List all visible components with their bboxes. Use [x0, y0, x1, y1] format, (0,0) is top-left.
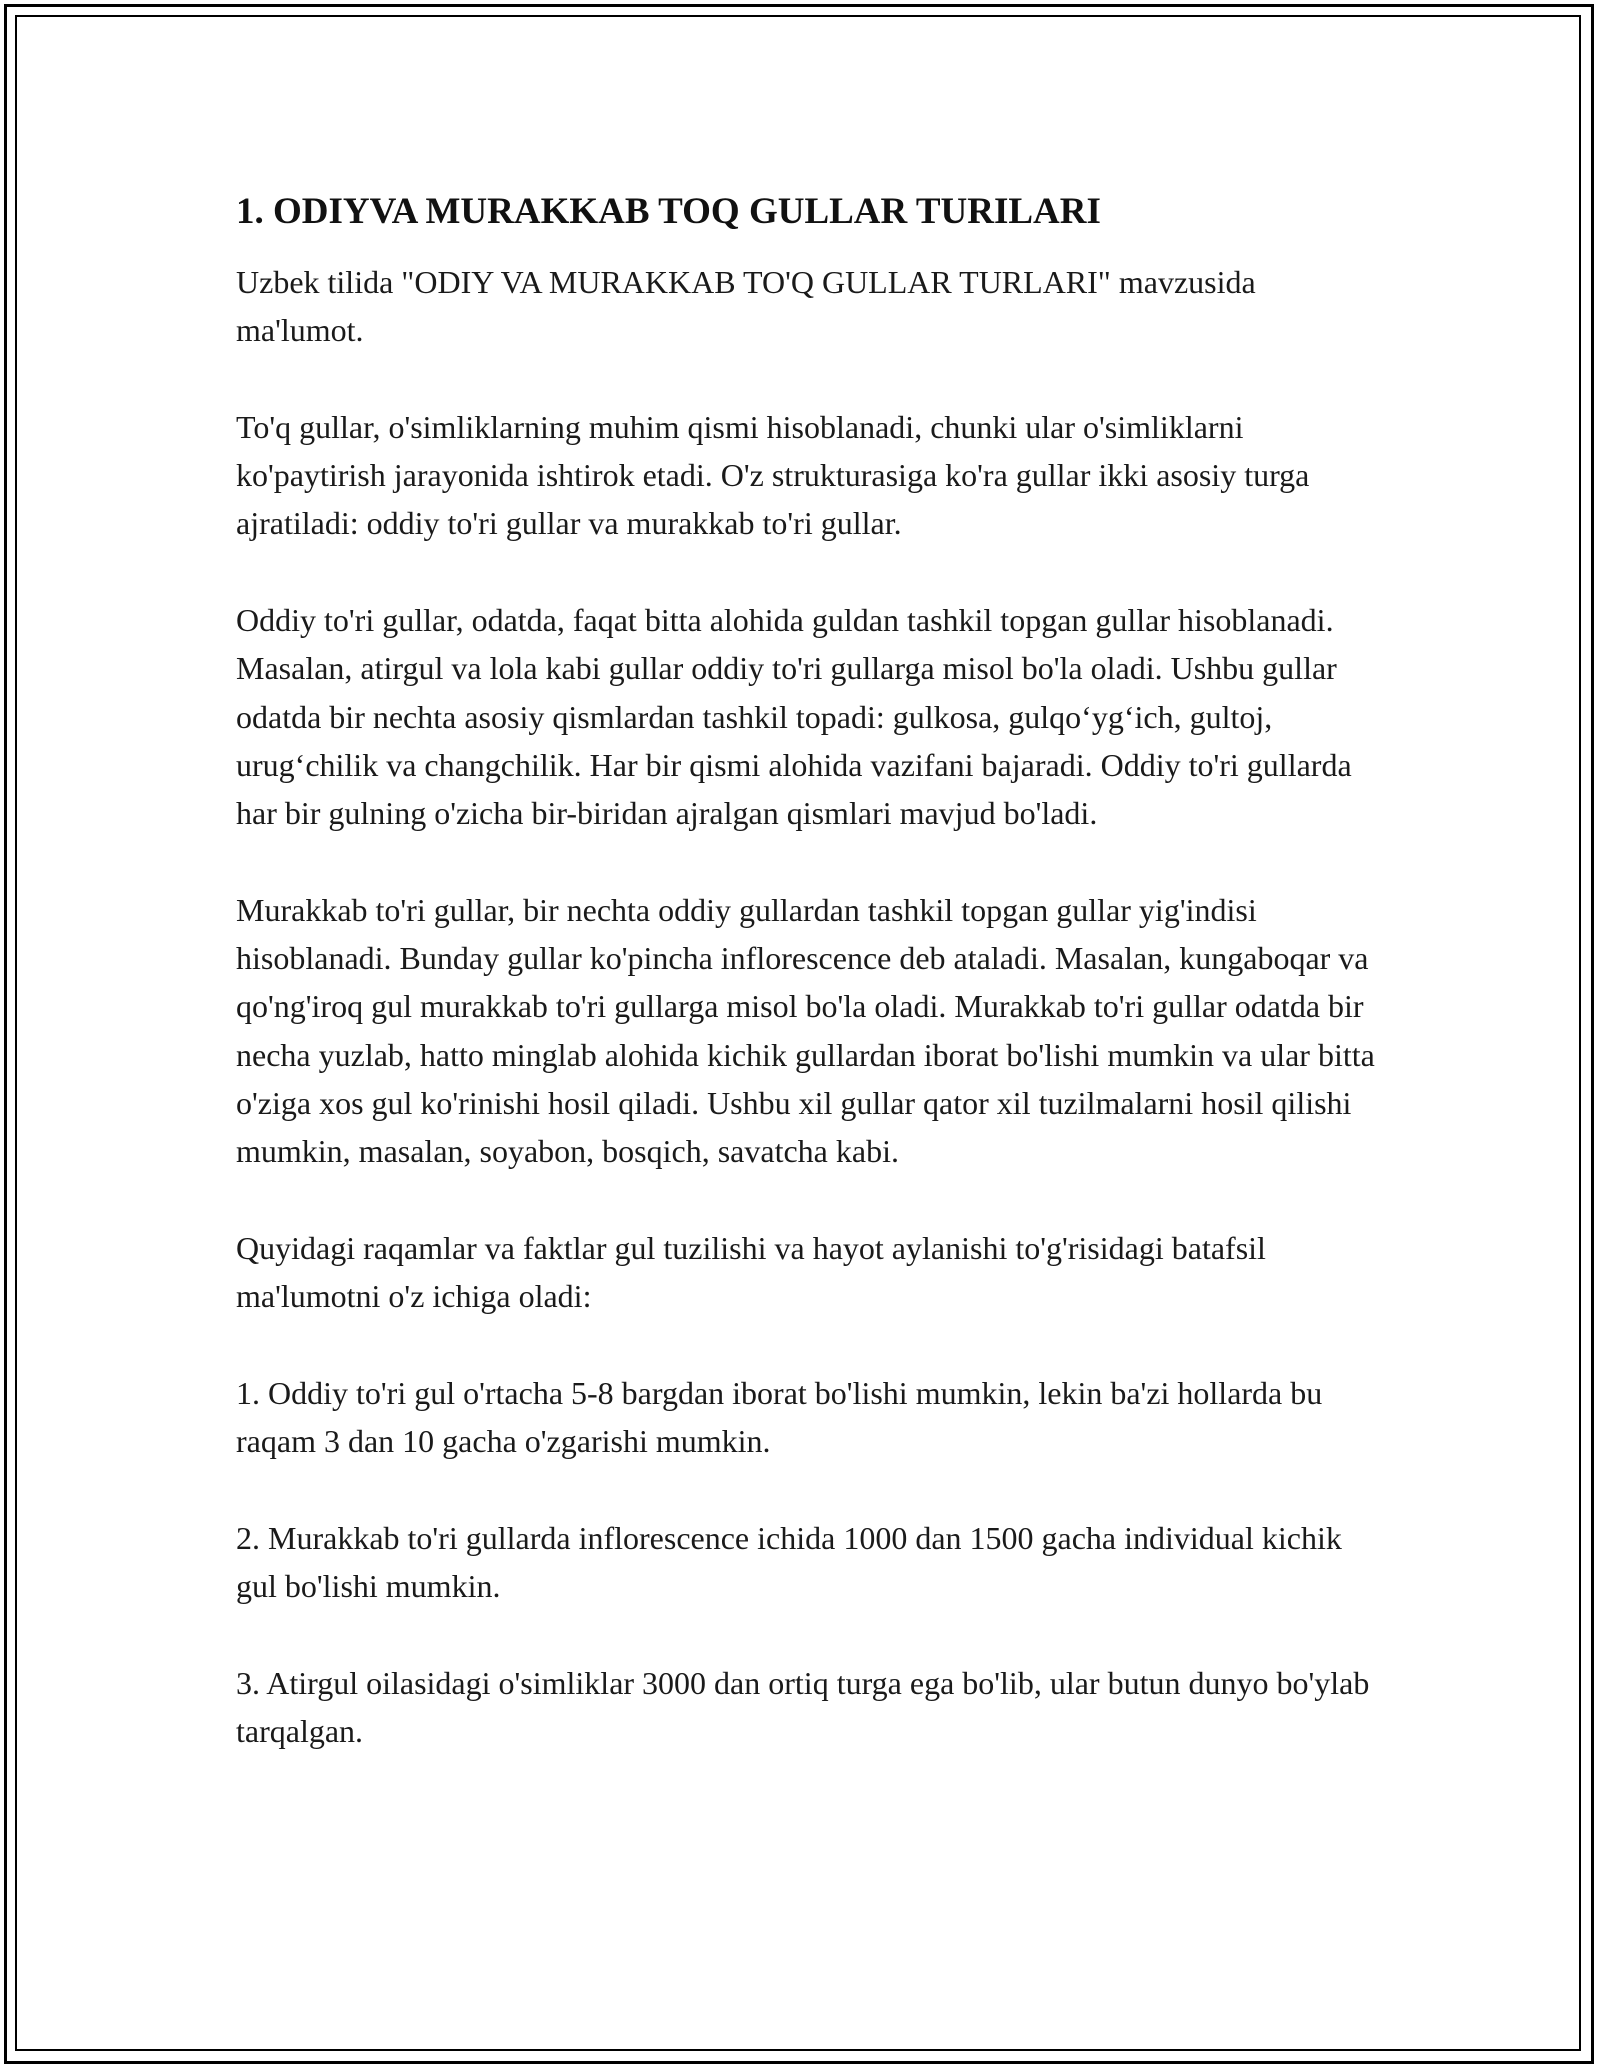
- document-title: 1. ODIYVA MURAKKAB TOQ GULLAR TURILARI: [236, 191, 1101, 232]
- overview-paragraph: To'q gullar, o'simliklarning muhim qismi hisoblanadi, chunki ular o'simliklarni ko'paytirish jarayonida ishtirok etadi. O'z strukturasiga ko'ra gullar ikki asosiy turga ajratiladi: oddiy to'ri gullar va murakkab to'ri gullar.: [236, 408, 1310, 542]
- fact-item-2: 2. Murakkab to'ri gullarda inflorescence ichida 1000 dan 1500 gacha individual kichik gul bo'lishi mumkin.: [236, 1519, 1342, 1605]
- fact-item-3: 3. Atirgul oilasidagi o'simliklar 3000 dan ortiq turga ega bo'lib, ular butun dunyo bo'ylab tarqalgan.: [236, 1664, 1370, 1749]
- intro-paragraph: Uzbek tilida "ODIY VA MURAKKAB TO'Q GULLAR TURLARI" mavzusida ma'lumot.: [236, 264, 1256, 349]
- fact-item-1: 1. Oddiy to'ri gul o'rtacha 5-8 bargdan iborat bo'lishi mumkin, lekin ba'zi hollarda bu raqam 3 dan 10 gacha o'zgarishi mumkin.: [236, 1374, 1323, 1460]
- simple-flowers-paragraph: Oddiy to'ri gullar, odatda, faqat bitta alohida guldan tashkil topgan gullar hisoblanadi. Masalan, atirgul va lola kabi gullar oddiy to'ri gullarga misol bo'la oladi. Ushbu gullar odatda bir nechta asosiy qismlardan tashkil topadi: gulkosa, gulqo‘yg‘ich, gultoj, urug‘chilik va changchilik. Har bir qismi alohida vazifani bajaradi. Oddiy to'ri gullarda har bir gulning o'zicha bir-biridan ajralgan qismlari mavjud bo'ladi.: [236, 602, 1352, 832]
- compound-flowers-paragraph: Murakkab to'ri gullar, bir nechta oddiy gullardan tashkil topgan gullar yig'indisi hisoblanadi. Bunday gullar ko'pincha inflorescence deb ataladi. Masalan, kungaboqar va qo'ng'iroq gul murakkab to'ri gullarga misol bo'la oladi. Murakkab to'ri gullar odatda bir necha yuzlab, hatto minglab alohida kichik gullardan iborat bo'lishi mumkin va ular bitta o'ziga xos gul ko'rinishi hosil qiladi. Ushbu xil gullar qator xil tuzilmalarni hosil qilishi mumkin, masalan, soyabon, bosqich, savatcha kabi.: [236, 891, 1375, 1170]
- document-body: [236, 186, 1376, 1804]
- facts-intro-paragraph: Quyidagi raqamlar va faktlar gul tuzilishi va hayot aylanishi to'g'risidagi batafsil ma'lumotni o'z ichiga oladi:: [236, 1229, 1266, 1315]
